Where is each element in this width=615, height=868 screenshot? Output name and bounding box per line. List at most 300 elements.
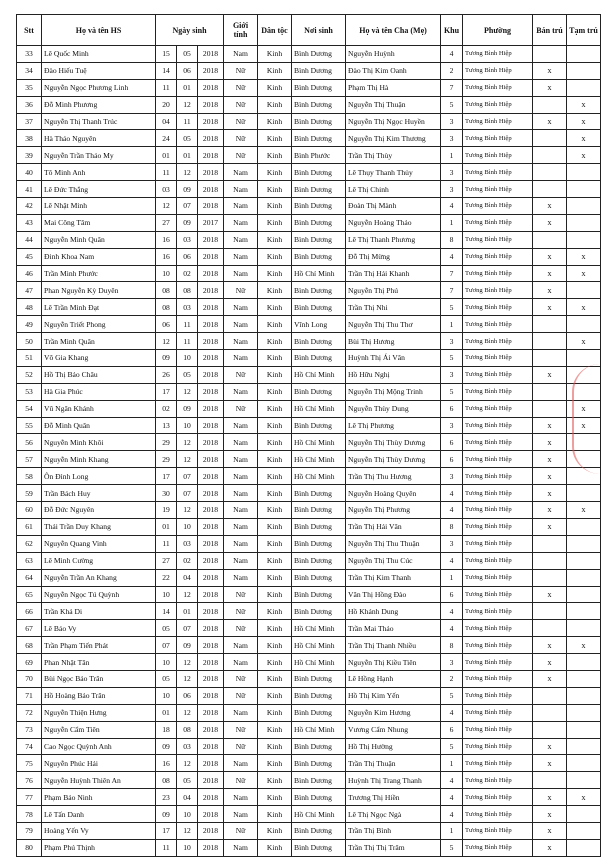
row-stt: 65 — [17, 586, 42, 603]
row-stt: 64 — [17, 569, 42, 586]
row-gender: Nữ — [224, 130, 258, 147]
row-temp-residence — [567, 839, 601, 856]
row-temp-residence — [567, 755, 601, 772]
row-student-name: Lê Tấn Danh — [42, 806, 156, 823]
row-birthplace: Hồ Chí Minh — [292, 468, 346, 485]
row-dob-day: 20 — [156, 96, 177, 113]
row-zone: 8 — [441, 231, 463, 248]
row-stt: 72 — [17, 704, 42, 721]
row-zone: 4 — [441, 806, 463, 823]
row-ethnicity: Kinh — [258, 46, 292, 63]
row-ethnicity: Kinh — [258, 265, 292, 282]
row-ethnicity: Kinh — [258, 687, 292, 704]
row-birthplace: Hồ Chí Minh — [292, 451, 346, 468]
table-row — [17, 282, 601, 299]
row-ethnicity: Kinh — [258, 113, 292, 130]
row-stt: 60 — [17, 502, 42, 519]
row-student-name: Nguyễn Cẩm Tiên — [42, 721, 156, 738]
row-boarding — [533, 231, 567, 248]
row-stt: 48 — [17, 299, 42, 316]
row-temp-residence — [567, 822, 601, 839]
row-parent-name: Trần Thị Nhi — [346, 299, 441, 316]
row-zone: 4 — [441, 772, 463, 789]
row-temp-residence — [567, 316, 601, 333]
row-ethnicity: Kinh — [258, 147, 292, 164]
row-stt: 45 — [17, 248, 42, 265]
row-ward: Tương Bình Hiệp — [463, 670, 533, 687]
row-student-name: Đào Hiếu Tuệ — [42, 62, 156, 79]
row-boarding: x — [533, 586, 567, 603]
row-temp-residence — [567, 704, 601, 721]
row-dob-year: 2018 — [198, 248, 224, 265]
row-gender: Nam — [224, 181, 258, 198]
row-dob-month: 04 — [177, 569, 198, 586]
row-gender: Nữ — [224, 282, 258, 299]
row-dob-day: 16 — [156, 231, 177, 248]
row-ethnicity: Kinh — [258, 130, 292, 147]
row-stt: 36 — [17, 96, 42, 113]
row-stt: 69 — [17, 654, 42, 671]
row-temp-residence — [567, 535, 601, 552]
row-boarding: x — [533, 113, 567, 130]
row-parent-name: Phạm Thị Hà — [346, 79, 441, 96]
row-student-name: Hà Gia Phúc — [42, 383, 156, 400]
table-row — [17, 434, 601, 451]
row-dob-month: 05 — [177, 130, 198, 147]
row-zone: 5 — [441, 299, 463, 316]
row-temp-residence: x — [567, 789, 601, 806]
row-ward: Tương Bình Hiệp — [463, 468, 533, 485]
row-parent-name: Trần Thị Thùy — [346, 147, 441, 164]
row-dob-year: 2018 — [198, 451, 224, 468]
table-row — [17, 350, 601, 367]
row-birthplace: Bình Dương — [292, 198, 346, 215]
table-row — [17, 772, 601, 789]
row-dob-year: 2018 — [198, 518, 224, 535]
row-stt: 33 — [17, 46, 42, 63]
row-stt: 52 — [17, 366, 42, 383]
row-ward: Tương Bình Hiệp — [463, 248, 533, 265]
row-stt: 54 — [17, 400, 42, 417]
row-ethnicity: Kinh — [258, 518, 292, 535]
row-student-name: Đỗ Đức Nguyên — [42, 502, 156, 519]
row-boarding — [533, 96, 567, 113]
row-gender: Nam — [224, 214, 258, 231]
row-birthplace: Bình Dương — [292, 282, 346, 299]
table-row — [17, 96, 601, 113]
row-boarding: x — [533, 434, 567, 451]
row-temp-residence — [567, 214, 601, 231]
row-temp-residence — [567, 806, 601, 823]
row-gender: Nam — [224, 518, 258, 535]
row-parent-name: Trần Thị Thu Hương — [346, 468, 441, 485]
row-stt: 41 — [17, 181, 42, 198]
row-dob-year: 2018 — [198, 738, 224, 755]
row-gender: Nam — [224, 383, 258, 400]
row-student-name: Nguyễn Thiện Hưng — [42, 704, 156, 721]
row-boarding — [533, 181, 567, 198]
row-dob-day: 10 — [156, 586, 177, 603]
row-birthplace: Hồ Chí Minh — [292, 434, 346, 451]
row-ethnicity: Kinh — [258, 755, 292, 772]
row-dob-year: 2018 — [198, 417, 224, 434]
row-ward: Tương Bình Hiệp — [463, 113, 533, 130]
table-row — [17, 451, 601, 468]
row-dob-year: 2018 — [198, 113, 224, 130]
row-zone: 7 — [441, 265, 463, 282]
row-boarding — [533, 687, 567, 704]
row-gender: Nam — [224, 637, 258, 654]
table-row — [17, 265, 601, 282]
row-boarding: x — [533, 670, 567, 687]
row-parent-name: Nguyễn Hoàng Thảo — [346, 214, 441, 231]
row-student-name: Trần Khả Di — [42, 603, 156, 620]
row-dob-day: 04 — [156, 113, 177, 130]
row-ward: Tương Bình Hiệp — [463, 366, 533, 383]
row-birthplace: Bình Dương — [292, 502, 346, 519]
row-student-name: Phạm Phú Thịnh — [42, 839, 156, 856]
row-boarding: x — [533, 654, 567, 671]
row-dob-day: 27 — [156, 214, 177, 231]
row-parent-name: Hồ Khánh Dung — [346, 603, 441, 620]
row-birthplace: Bình Dương — [292, 603, 346, 620]
row-birthplace: Hồ Chí Minh — [292, 806, 346, 823]
row-dob-day: 17 — [156, 468, 177, 485]
row-temp-residence — [567, 670, 601, 687]
row-student-name: Nguyễn Huỳnh Thiên An — [42, 772, 156, 789]
row-ethnicity: Kinh — [258, 434, 292, 451]
row-ward: Tương Bình Hiệp — [463, 485, 533, 502]
row-stt: 78 — [17, 806, 42, 823]
row-ethnicity: Kinh — [258, 552, 292, 569]
row-student-name: Mai Công Tâm — [42, 214, 156, 231]
row-student-name: Lê Trần Minh Đạt — [42, 299, 156, 316]
row-zone: 4 — [441, 620, 463, 637]
row-parent-name: Nguyễn Thị Thu Cúc — [346, 552, 441, 569]
row-parent-name: Lê Thị Chinh — [346, 181, 441, 198]
row-dob-year: 2018 — [198, 147, 224, 164]
row-dob-month: 11 — [177, 113, 198, 130]
row-gender: Nữ — [224, 366, 258, 383]
row-birthplace: Bình Dương — [292, 822, 346, 839]
row-stt: 46 — [17, 265, 42, 282]
table-row — [17, 147, 601, 164]
row-parent-name: Nguyễn Huỳnh — [346, 46, 441, 63]
row-ward: Tương Bình Hiệp — [463, 181, 533, 198]
row-zone: 6 — [441, 586, 463, 603]
row-birthplace: Hồ Chí Minh — [292, 265, 346, 282]
row-zone: 1 — [441, 755, 463, 772]
row-stt: 47 — [17, 282, 42, 299]
row-temp-residence: x — [567, 417, 601, 434]
row-dob-month: 10 — [177, 839, 198, 856]
col-header-boarding: Bán trú — [533, 15, 567, 46]
row-student-name: Cao Ngọc Quỳnh Anh — [42, 738, 156, 755]
row-ward: Tương Bình Hiệp — [463, 451, 533, 468]
row-ward: Tương Bình Hiệp — [463, 316, 533, 333]
row-dob-day: 13 — [156, 417, 177, 434]
row-stt: 39 — [17, 147, 42, 164]
row-student-name: Lê Minh Cường — [42, 552, 156, 569]
row-gender: Nữ — [224, 721, 258, 738]
row-stt: 55 — [17, 417, 42, 434]
row-zone: 5 — [441, 687, 463, 704]
row-stt: 58 — [17, 468, 42, 485]
table-row — [17, 721, 601, 738]
row-boarding — [533, 316, 567, 333]
row-ward: Tương Bình Hiệp — [463, 265, 533, 282]
row-birthplace: Bình Dương — [292, 417, 346, 434]
row-stt: 71 — [17, 687, 42, 704]
row-student-name: Phan Nhật Tân — [42, 654, 156, 671]
row-ward: Tương Bình Hiệp — [463, 586, 533, 603]
row-ethnicity: Kinh — [258, 366, 292, 383]
row-ethnicity: Kinh — [258, 468, 292, 485]
row-dob-month: 05 — [177, 772, 198, 789]
table-row — [17, 214, 601, 231]
table-row — [17, 687, 601, 704]
row-stt: 74 — [17, 738, 42, 755]
row-parent-name: Nguyễn Thị Phương — [346, 502, 441, 519]
table-row — [17, 485, 601, 502]
row-stt: 63 — [17, 552, 42, 569]
row-parent-name: Nguyễn Thùy Dung — [346, 400, 441, 417]
row-dob-day: 19 — [156, 502, 177, 519]
row-gender: Nam — [224, 485, 258, 502]
row-boarding — [533, 535, 567, 552]
row-ward: Tương Bình Hiệp — [463, 130, 533, 147]
row-parent-name: Nguyễn Thị Thu Thuận — [346, 535, 441, 552]
row-boarding: x — [533, 822, 567, 839]
table-row — [17, 248, 601, 265]
row-dob-day: 12 — [156, 198, 177, 215]
row-dob-month: 03 — [177, 231, 198, 248]
row-student-name: Hà Thảo Nguyên — [42, 130, 156, 147]
row-ward: Tương Bình Hiệp — [463, 417, 533, 434]
row-student-name: Nguyễn Minh Quân — [42, 231, 156, 248]
row-stt: 77 — [17, 789, 42, 806]
row-student-name: Nguyễn Triết Phong — [42, 316, 156, 333]
row-stt: 38 — [17, 130, 42, 147]
row-temp-residence — [567, 687, 601, 704]
row-student-name: Trần Bách Huy — [42, 485, 156, 502]
table-row — [17, 383, 601, 400]
row-dob-day: 15 — [156, 46, 177, 63]
row-boarding — [533, 552, 567, 569]
row-dob-month: 10 — [177, 806, 198, 823]
row-ethnicity: Kinh — [258, 637, 292, 654]
row-gender: Nữ — [224, 113, 258, 130]
row-temp-residence — [567, 586, 601, 603]
row-dob-month: 10 — [177, 350, 198, 367]
row-zone: 3 — [441, 164, 463, 181]
row-birthplace: Bình Dương — [292, 839, 346, 856]
table-row — [17, 130, 601, 147]
row-parent-name: Huỳnh Thị Trang Thanh — [346, 772, 441, 789]
row-dob-day: 09 — [156, 350, 177, 367]
row-dob-month: 12 — [177, 755, 198, 772]
row-student-name: Đỗ Minh Quân — [42, 417, 156, 434]
row-stt: 40 — [17, 164, 42, 181]
row-birthplace: Hồ Chí Minh — [292, 654, 346, 671]
row-dob-year: 2018 — [198, 468, 224, 485]
row-boarding: x — [533, 451, 567, 468]
row-parent-name: Huỳnh Thị Ái Vân — [346, 350, 441, 367]
row-ethnicity: Kinh — [258, 485, 292, 502]
row-gender: Nam — [224, 46, 258, 63]
row-ethnicity: Kinh — [258, 721, 292, 738]
row-birthplace: Bình Dương — [292, 62, 346, 79]
table-row — [17, 366, 601, 383]
row-zone: 1 — [441, 316, 463, 333]
row-ward: Tương Bình Hiệp — [463, 333, 533, 350]
row-boarding: x — [533, 755, 567, 772]
row-boarding — [533, 164, 567, 181]
table-row — [17, 755, 601, 772]
row-parent-name: Lê Thị Phương — [346, 417, 441, 434]
row-dob-month: 12 — [177, 502, 198, 519]
row-dob-year: 2018 — [198, 164, 224, 181]
row-dob-day: 07 — [156, 637, 177, 654]
row-dob-day: 11 — [156, 164, 177, 181]
row-temp-residence — [567, 231, 601, 248]
row-birthplace: Bình Dương — [292, 79, 346, 96]
row-ethnicity: Kinh — [258, 738, 292, 755]
row-dob-month: 12 — [177, 96, 198, 113]
row-stt: 53 — [17, 383, 42, 400]
row-zone: 3 — [441, 113, 463, 130]
row-ethnicity: Kinh — [258, 198, 292, 215]
row-gender: Nam — [224, 552, 258, 569]
row-boarding — [533, 130, 567, 147]
row-gender: Nam — [224, 704, 258, 721]
row-zone: 5 — [441, 738, 463, 755]
row-ethnicity: Kinh — [258, 670, 292, 687]
row-dob-month: 09 — [177, 214, 198, 231]
table-row — [17, 603, 601, 620]
row-dob-month: 07 — [177, 198, 198, 215]
row-dob-year: 2018 — [198, 772, 224, 789]
row-dob-day: 05 — [156, 670, 177, 687]
row-dob-year: 2018 — [198, 130, 224, 147]
row-ward: Tương Bình Hiệp — [463, 789, 533, 806]
row-gender: Nam — [224, 451, 258, 468]
row-ethnicity: Kinh — [258, 299, 292, 316]
row-dob-day: 08 — [156, 772, 177, 789]
row-parent-name: Lê Hồng Hạnh — [346, 670, 441, 687]
row-ward: Tương Bình Hiệp — [463, 569, 533, 586]
row-gender: Nữ — [224, 603, 258, 620]
row-dob-year: 2018 — [198, 552, 224, 569]
row-boarding: x — [533, 468, 567, 485]
row-dob-year: 2018 — [198, 350, 224, 367]
row-stt: 59 — [17, 485, 42, 502]
row-ward: Tương Bình Hiệp — [463, 822, 533, 839]
row-temp-residence — [567, 181, 601, 198]
row-ward: Tương Bình Hiệp — [463, 721, 533, 738]
row-birthplace: Bình Dương — [292, 164, 346, 181]
row-ethnicity: Kinh — [258, 333, 292, 350]
row-boarding: x — [533, 214, 567, 231]
row-zone: 3 — [441, 130, 463, 147]
row-temp-residence: x — [567, 333, 601, 350]
row-parent-name: Hồ Thị Kim Yến — [346, 687, 441, 704]
row-temp-residence — [567, 198, 601, 215]
row-student-name: Hồ Hoàng Bảo Trân — [42, 687, 156, 704]
row-dob-month: 12 — [177, 434, 198, 451]
row-ethnicity: Kinh — [258, 502, 292, 519]
table-row — [17, 569, 601, 586]
row-dob-day: 29 — [156, 434, 177, 451]
row-zone: 8 — [441, 637, 463, 654]
row-stt: 80 — [17, 839, 42, 856]
row-ethnicity: Kinh — [258, 822, 292, 839]
row-dob-month: 08 — [177, 721, 198, 738]
row-ward: Tương Bình Hiệp — [463, 282, 533, 299]
row-parent-name: Nguyễn Thị Thuận — [346, 96, 441, 113]
red-stamp-mark — [572, 364, 600, 474]
row-dob-year: 2018 — [198, 687, 224, 704]
row-zone: 5 — [441, 350, 463, 367]
table-row — [17, 164, 601, 181]
row-stt: 42 — [17, 198, 42, 215]
table-row — [17, 806, 601, 823]
row-boarding: x — [533, 806, 567, 823]
row-parent-name: Đào Thị Kim Oanh — [346, 62, 441, 79]
row-parent-name: Hồ Thị Hường — [346, 738, 441, 755]
row-birthplace: Bình Dương — [292, 485, 346, 502]
row-stt: 44 — [17, 231, 42, 248]
table-row — [17, 637, 601, 654]
row-gender: Nam — [224, 198, 258, 215]
row-birthplace: Bình Dương — [292, 214, 346, 231]
row-zone: 3 — [441, 417, 463, 434]
row-zone: 1 — [441, 569, 463, 586]
row-zone: 6 — [441, 721, 463, 738]
row-dob-day: 17 — [156, 383, 177, 400]
row-ethnicity: Kinh — [258, 569, 292, 586]
row-gender: Nam — [224, 654, 258, 671]
row-parent-name: Nguyễn Thị Thu Thơ — [346, 316, 441, 333]
row-zone: 4 — [441, 789, 463, 806]
col-header-parent: Họ và tên Cha (Mẹ) — [346, 15, 441, 46]
row-student-name: Lê Quốc Minh — [42, 46, 156, 63]
row-dob-day: 01 — [156, 147, 177, 164]
row-parent-name: Trần Thị Thị Trâm — [346, 839, 441, 856]
table-row — [17, 468, 601, 485]
row-dob-year: 2018 — [198, 755, 224, 772]
row-ethnicity: Kinh — [258, 79, 292, 96]
row-zone: 6 — [441, 451, 463, 468]
row-zone: 1 — [441, 147, 463, 164]
row-temp-residence — [567, 552, 601, 569]
row-boarding: x — [533, 366, 567, 383]
row-dob-year: 2018 — [198, 586, 224, 603]
row-dob-year: 2018 — [198, 789, 224, 806]
row-boarding — [533, 704, 567, 721]
row-stt: 57 — [17, 451, 42, 468]
row-ward: Tương Bình Hiệp — [463, 198, 533, 215]
row-ward: Tương Bình Hiệp — [463, 620, 533, 637]
row-gender: Nam — [224, 839, 258, 856]
row-dob-month: 11 — [177, 333, 198, 350]
row-gender: Nam — [224, 231, 258, 248]
row-gender: Nam — [224, 502, 258, 519]
row-dob-day: 12 — [156, 333, 177, 350]
row-zone: 4 — [441, 198, 463, 215]
row-dob-month: 09 — [177, 181, 198, 198]
row-ethnicity: Kinh — [258, 654, 292, 671]
